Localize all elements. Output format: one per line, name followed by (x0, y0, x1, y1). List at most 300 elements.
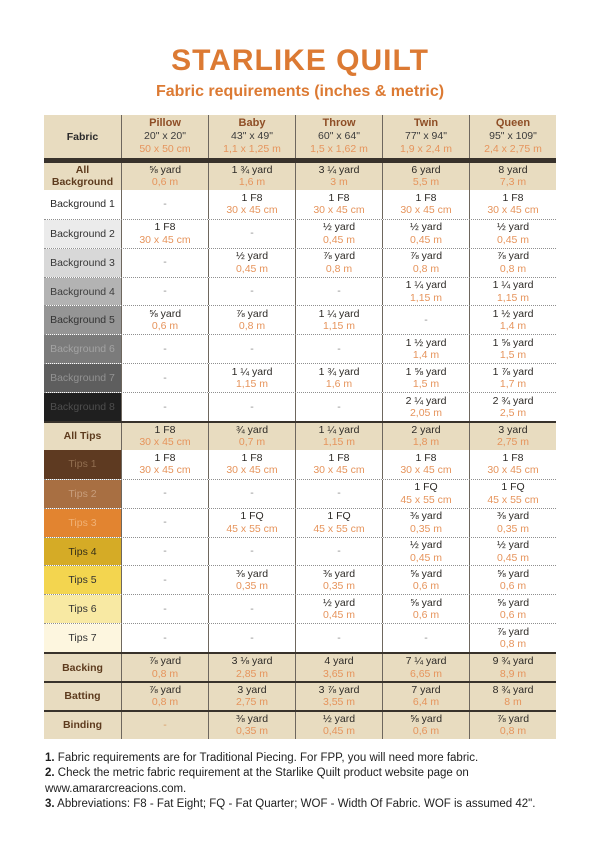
amount-metric: 3 m (330, 176, 348, 189)
amount-yard: 2 ¾ yard (492, 394, 534, 407)
table-row (44, 421, 556, 450)
amount-yard: ⅜ yard (322, 567, 356, 580)
cell (121, 306, 208, 334)
cell (469, 712, 556, 739)
amount-yard: 1 ¼ yard (492, 279, 534, 291)
fabric-requirements-table (44, 115, 556, 739)
amount-yard: 3 ¼ yard (318, 163, 360, 176)
row-label: Batting (64, 690, 101, 703)
table-row (44, 219, 556, 248)
cell (469, 306, 556, 334)
cell (295, 220, 382, 248)
cell (469, 683, 556, 710)
amount-metric: 0,6 m (499, 609, 527, 622)
cell (382, 335, 469, 363)
table-row (44, 479, 556, 508)
amount-yard: 1 FQ (240, 510, 264, 523)
amount-yard: ⅞ yard (148, 683, 182, 696)
amount-metric: 1,15 m (235, 378, 269, 391)
amount-yard: - (163, 400, 167, 413)
amount-yard: 9 ¾ yard (492, 655, 534, 668)
row-label: Binding (62, 719, 103, 732)
amount-yard: ½ yard (409, 221, 443, 234)
amount-metric: 7,3 m (499, 176, 527, 189)
amount-metric: 0,8 m (151, 696, 179, 709)
amount-yard: ⅞ yard (496, 250, 530, 263)
amount-yard: - (250, 631, 254, 644)
cell (382, 654, 469, 681)
amount-yard: 2 yard (411, 423, 441, 436)
amount-metric: 0,35 m (409, 522, 443, 535)
amount-yard: ½ yard (322, 221, 356, 234)
page-subtitle: Fabric requirements (inches & metric) (155, 83, 445, 100)
cell (121, 220, 208, 248)
amount-yard: - (163, 545, 167, 558)
amount-metric: 1,5 m (499, 349, 527, 362)
cell (382, 393, 469, 421)
footnote: 3. Abbreviations: F8 - Fat Eight; FQ - Fat Quarter; WOF - Width Of Fabric. WOF is assumed 42". (45, 798, 536, 811)
cell (121, 393, 208, 421)
cell (382, 683, 469, 710)
amount-metric: 0,8 m (325, 262, 353, 275)
row-label: Background 2 (44, 220, 121, 248)
amount-metric: 45 x 55 cm (487, 493, 539, 506)
column-name: Baby (238, 117, 266, 129)
amount-metric: 30 x 45 cm (139, 233, 191, 246)
row-label: Backing (62, 661, 103, 674)
amount-metric: 0,8 m (151, 667, 179, 680)
column-header-throw (295, 115, 382, 158)
amount-yard: 7 ¼ yard (405, 655, 447, 668)
amount-yard: 1 ⅞ yard (492, 365, 534, 378)
cell (295, 450, 382, 479)
cell (469, 393, 556, 421)
cell (469, 335, 556, 363)
cell (208, 624, 295, 652)
amount-yard: 1 FQ (501, 481, 525, 494)
cell (121, 595, 208, 623)
cell (121, 538, 208, 566)
cell (295, 364, 382, 392)
amount-yard: 1 ⅝ yard (405, 365, 447, 378)
cell (208, 249, 295, 277)
amount-metric: 30 x 45 cm (487, 464, 539, 477)
cell (121, 335, 208, 363)
amount-metric: 2,05 m (409, 407, 443, 420)
footnote-number: 3. (45, 798, 55, 811)
row-label: Background 1 (44, 190, 121, 219)
amount-metric: 0,8 m (499, 725, 527, 738)
amount-yard: 1 F8 (154, 451, 176, 464)
amount-metric: 45 x 55 cm (313, 522, 365, 535)
column-size-metric: 2,4 x 2,75 m (484, 143, 542, 155)
column-size-inches: 20" x 20" (144, 130, 186, 142)
table-row (44, 508, 556, 537)
amount-yard: - (424, 314, 428, 327)
amount-metric: 0,6 m (151, 176, 179, 189)
cell (382, 278, 469, 306)
amount-yard: - (163, 487, 167, 500)
amount-yard: - (337, 631, 341, 644)
cell (121, 364, 208, 392)
cell (382, 306, 469, 334)
amount-yard: ½ yard (322, 712, 356, 725)
amount-yard: 1 ¾ yard (231, 163, 273, 176)
cell (208, 509, 295, 537)
amount-metric: 2,75 m (235, 696, 269, 709)
amount-yard: 1 F8 (415, 191, 437, 204)
cell (382, 423, 469, 450)
amount-metric: 0,45 m (496, 233, 530, 246)
cell (382, 712, 469, 739)
amount-yard: ⅝ yard (409, 596, 443, 609)
table-row (44, 710, 556, 739)
amount-yard: ⅜ yard (235, 567, 269, 580)
cell (382, 364, 469, 392)
amount-yard: 1 ⅝ yard (492, 336, 534, 349)
amount-metric: 1,15 m (322, 320, 356, 333)
amount-yard: ⅞ yard (496, 625, 530, 638)
cell (208, 393, 295, 421)
amount-yard: ⅝ yard (496, 567, 530, 580)
cell (469, 249, 556, 277)
cell (382, 220, 469, 248)
amount-yard: - (250, 227, 254, 240)
cell (208, 163, 295, 190)
amount-metric: 6,4 m (412, 696, 440, 709)
cell (469, 654, 556, 681)
amount-yard: ½ yard (496, 221, 530, 234)
cell (208, 566, 295, 594)
column-size-metric: 1,9 x 2,4 m (400, 143, 452, 155)
cell (295, 654, 382, 681)
row-label: Background 5 (44, 306, 121, 334)
cell (295, 249, 382, 277)
column-size-metric: 1,1 x 1,25 m (223, 143, 281, 155)
column-name: Queen (495, 117, 531, 129)
table-row (44, 161, 556, 190)
cell (295, 683, 382, 710)
amount-metric: 8,9 m (499, 667, 527, 680)
amount-yard: ⅝ yard (148, 307, 182, 320)
cell (469, 278, 556, 306)
amount-metric: 1,15 m (496, 291, 530, 304)
amount-yard: ⅝ yard (409, 567, 443, 580)
cell (295, 509, 382, 537)
amount-yard: 1 F8 (154, 221, 176, 234)
amount-yard: 7 yard (411, 683, 441, 696)
amount-metric: 1,6 m (325, 378, 353, 391)
footnotes (45, 751, 557, 813)
table-row (44, 363, 556, 392)
amount-yard: 6 yard (411, 163, 441, 176)
amount-metric: 5,5 m (412, 176, 440, 189)
row-label: Tips 2 (44, 480, 121, 508)
amount-yard: ⅜ yard (235, 712, 269, 725)
amount-metric: 30 x 45 cm (487, 204, 539, 217)
cell (382, 566, 469, 594)
footnote-number: 2. (45, 767, 55, 780)
table-row (44, 334, 556, 363)
cell (121, 624, 208, 652)
cell (295, 712, 382, 739)
row-label: Tips 4 (44, 538, 121, 566)
cell (382, 538, 469, 566)
amount-metric: 30 x 45 cm (313, 204, 365, 217)
amount-metric: 45 x 55 cm (226, 522, 278, 535)
cell (469, 364, 556, 392)
amount-yard: ⅝ yard (496, 596, 530, 609)
amount-metric: 0,6 m (151, 320, 179, 333)
amount-yard: ⅝ yard (409, 712, 443, 725)
cell (295, 190, 382, 219)
cell (208, 712, 295, 739)
cell (382, 480, 469, 508)
amount-yard: - (250, 285, 254, 298)
amount-yard: ½ yard (322, 596, 356, 609)
amount-yard: ⅝ yard (148, 163, 182, 176)
amount-yard: 1 ½ yard (492, 307, 534, 320)
amount-yard: - (163, 631, 167, 644)
row-label: All Background (51, 164, 114, 189)
amount-yard: 8 ¾ yard (492, 683, 534, 696)
column-size-metric: 1,5 x 1,62 m (310, 143, 368, 155)
amount-yard: 3 yard (237, 683, 267, 696)
amount-yard: ½ yard (496, 539, 530, 552)
amount-yard: - (337, 487, 341, 500)
amount-metric: 8 m (504, 696, 522, 709)
amount-metric: 0,45 m (496, 551, 530, 564)
cell (295, 393, 382, 421)
table-row (44, 681, 556, 710)
cell (382, 190, 469, 219)
amount-yard: ⅜ yard (496, 510, 530, 523)
amount-yard: 2 ¼ yard (405, 394, 447, 407)
fabric-corner-label: Fabric (66, 130, 99, 143)
amount-yard: 1 FQ (414, 481, 438, 494)
amount-metric: 30 x 45 cm (226, 464, 278, 477)
cell (121, 163, 208, 190)
cell (295, 163, 382, 190)
amount-metric: 6,65 m (409, 667, 443, 680)
amount-yard: 1 F8 (154, 423, 176, 436)
cell (208, 654, 295, 681)
cell (469, 190, 556, 219)
amount-metric: 0,6 m (412, 609, 440, 622)
amount-metric: 0,35 m (496, 522, 530, 535)
amount-metric: 0,35 m (235, 580, 269, 593)
row-label: Background 7 (44, 364, 121, 392)
amount-yard: 3 ⅞ yard (318, 683, 360, 696)
row-label: Background 8 (44, 393, 121, 421)
amount-metric: 30 x 45 cm (400, 204, 452, 217)
amount-yard: ⅞ yard (235, 307, 269, 320)
table-header-row (44, 115, 556, 161)
column-name: Pillow (149, 117, 181, 129)
cell (295, 538, 382, 566)
column-header-pillow (121, 115, 208, 158)
cell (208, 538, 295, 566)
page-title: STARLIKE QUILT (171, 44, 429, 77)
amount-yard: 8 yard (498, 163, 528, 176)
amount-yard: - (250, 603, 254, 616)
amount-metric: 0,6 m (412, 580, 440, 593)
amount-yard: 1 ¼ yard (231, 365, 273, 378)
column-name: Throw (322, 117, 356, 129)
amount-yard: 1 ¼ yard (318, 307, 360, 320)
amount-yard: - (163, 371, 167, 384)
amount-metric: 30 x 45 cm (313, 464, 365, 477)
amount-yard: - (337, 545, 341, 558)
amount-metric: 1,15 m (322, 436, 356, 449)
amount-metric: 2,5 m (499, 407, 527, 420)
amount-metric: 1,8 m (412, 436, 440, 449)
column-header-queen (469, 115, 556, 158)
amount-yard: - (163, 719, 167, 732)
amount-yard: ¾ yard (235, 423, 269, 436)
cell (469, 624, 556, 652)
row-label: Tips 3 (44, 509, 121, 537)
amount-yard: - (250, 343, 254, 356)
cell (121, 190, 208, 219)
cell (469, 220, 556, 248)
column-header-twin (382, 115, 469, 158)
amount-metric: 1,15 m (409, 291, 443, 304)
row-label: Tips 7 (44, 624, 121, 652)
amount-metric: 0,6 m (499, 580, 527, 593)
amount-metric: 30 x 45 cm (139, 436, 191, 449)
cell (295, 566, 382, 594)
column-size-inches: 77" x 94" (405, 130, 447, 142)
cell (208, 364, 295, 392)
amount-metric: 30 x 45 cm (226, 204, 278, 217)
table-row (44, 277, 556, 306)
amount-yard: 4 yard (324, 655, 354, 668)
cell (208, 306, 295, 334)
cell (208, 423, 295, 450)
amount-yard: 1 F8 (241, 451, 263, 464)
amount-yard: 1 F8 (415, 451, 437, 464)
amount-yard: 1 F8 (502, 191, 524, 204)
amount-metric: 1,4 m (412, 349, 440, 362)
amount-yard: - (163, 574, 167, 587)
row-label: Tips 5 (44, 566, 121, 594)
cell (208, 278, 295, 306)
cell (121, 566, 208, 594)
table-row (44, 565, 556, 594)
column-size-metric: 50 x 50 cm (139, 143, 191, 155)
row-label: Background 4 (44, 278, 121, 306)
amount-metric: 0,45 m (322, 233, 356, 246)
amount-yard: ⅞ yard (322, 250, 356, 263)
cell (382, 249, 469, 277)
cell (469, 423, 556, 450)
amount-metric: 3,55 m (322, 696, 356, 709)
cell (208, 450, 295, 479)
amount-yard: ⅞ yard (496, 712, 530, 725)
footnote-number: 1. (45, 751, 55, 764)
table-row (44, 190, 556, 219)
cell (295, 423, 382, 450)
amount-metric: 1,5 m (412, 378, 440, 391)
table-row (44, 305, 556, 334)
amount-metric: 0,45 m (235, 262, 269, 275)
amount-yard: - (163, 198, 167, 211)
amount-yard: - (163, 343, 167, 356)
cell (121, 450, 208, 479)
amount-yard: - (424, 631, 428, 644)
amount-metric: 0,45 m (409, 233, 443, 246)
column-size-inches: 60" x 64" (318, 130, 360, 142)
cell (295, 335, 382, 363)
amount-metric: 0,8 m (499, 638, 527, 651)
amount-metric: 30 x 45 cm (139, 464, 191, 477)
amount-metric: 30 x 45 cm (400, 464, 452, 477)
amount-metric: 0,6 m (412, 725, 440, 738)
cell (121, 654, 208, 681)
row-label: All Tips (63, 430, 102, 443)
amount-metric: 0,35 m (235, 725, 269, 738)
amount-yard: - (250, 400, 254, 413)
amount-yard: ⅞ yard (409, 250, 443, 263)
row-label: Background 6 (44, 335, 121, 363)
amount-yard: 1 F8 (328, 451, 350, 464)
amount-yard: 1 ¼ yard (405, 279, 447, 291)
cell (382, 595, 469, 623)
cell (295, 595, 382, 623)
cell (469, 566, 556, 594)
cell (295, 624, 382, 652)
amount-yard: - (250, 487, 254, 500)
cell (121, 480, 208, 508)
amount-yard: 1 F8 (502, 451, 524, 464)
amount-yard: 1 F8 (241, 191, 263, 204)
amount-metric: 0,45 m (409, 551, 443, 564)
amount-yard: - (250, 545, 254, 558)
cell (469, 450, 556, 479)
cell (295, 306, 382, 334)
table-row (44, 594, 556, 623)
amount-yard: 1 ¾ yard (318, 365, 360, 378)
cell (469, 595, 556, 623)
amount-metric: 3,65 m (322, 667, 356, 680)
table-row (44, 652, 556, 681)
cell (121, 249, 208, 277)
table-row (44, 392, 556, 421)
cell (469, 538, 556, 566)
amount-metric: 0,8 m (499, 262, 527, 275)
row-label: Tips 6 (44, 595, 121, 623)
cell (208, 335, 295, 363)
cell (382, 163, 469, 190)
cell (208, 220, 295, 248)
amount-yard: 3 ⅛ yard (231, 655, 273, 668)
footnote: 1. Fabric requirements are for Traditional Piecing. For FPP, you will need more fabric. (45, 751, 479, 764)
amount-yard: ⅜ yard (409, 510, 443, 523)
cell (382, 509, 469, 537)
cell (121, 683, 208, 710)
amount-yard: - (337, 400, 341, 413)
amount-metric: 0,45 m (322, 725, 356, 738)
cell (295, 480, 382, 508)
cell (382, 624, 469, 652)
amount-metric: 45 x 55 cm (400, 493, 452, 506)
column-name: Twin (413, 117, 439, 129)
column-header-baby (208, 115, 295, 158)
cell (469, 163, 556, 190)
column-size-inches: 43" x 49" (231, 130, 273, 142)
cell (469, 509, 556, 537)
